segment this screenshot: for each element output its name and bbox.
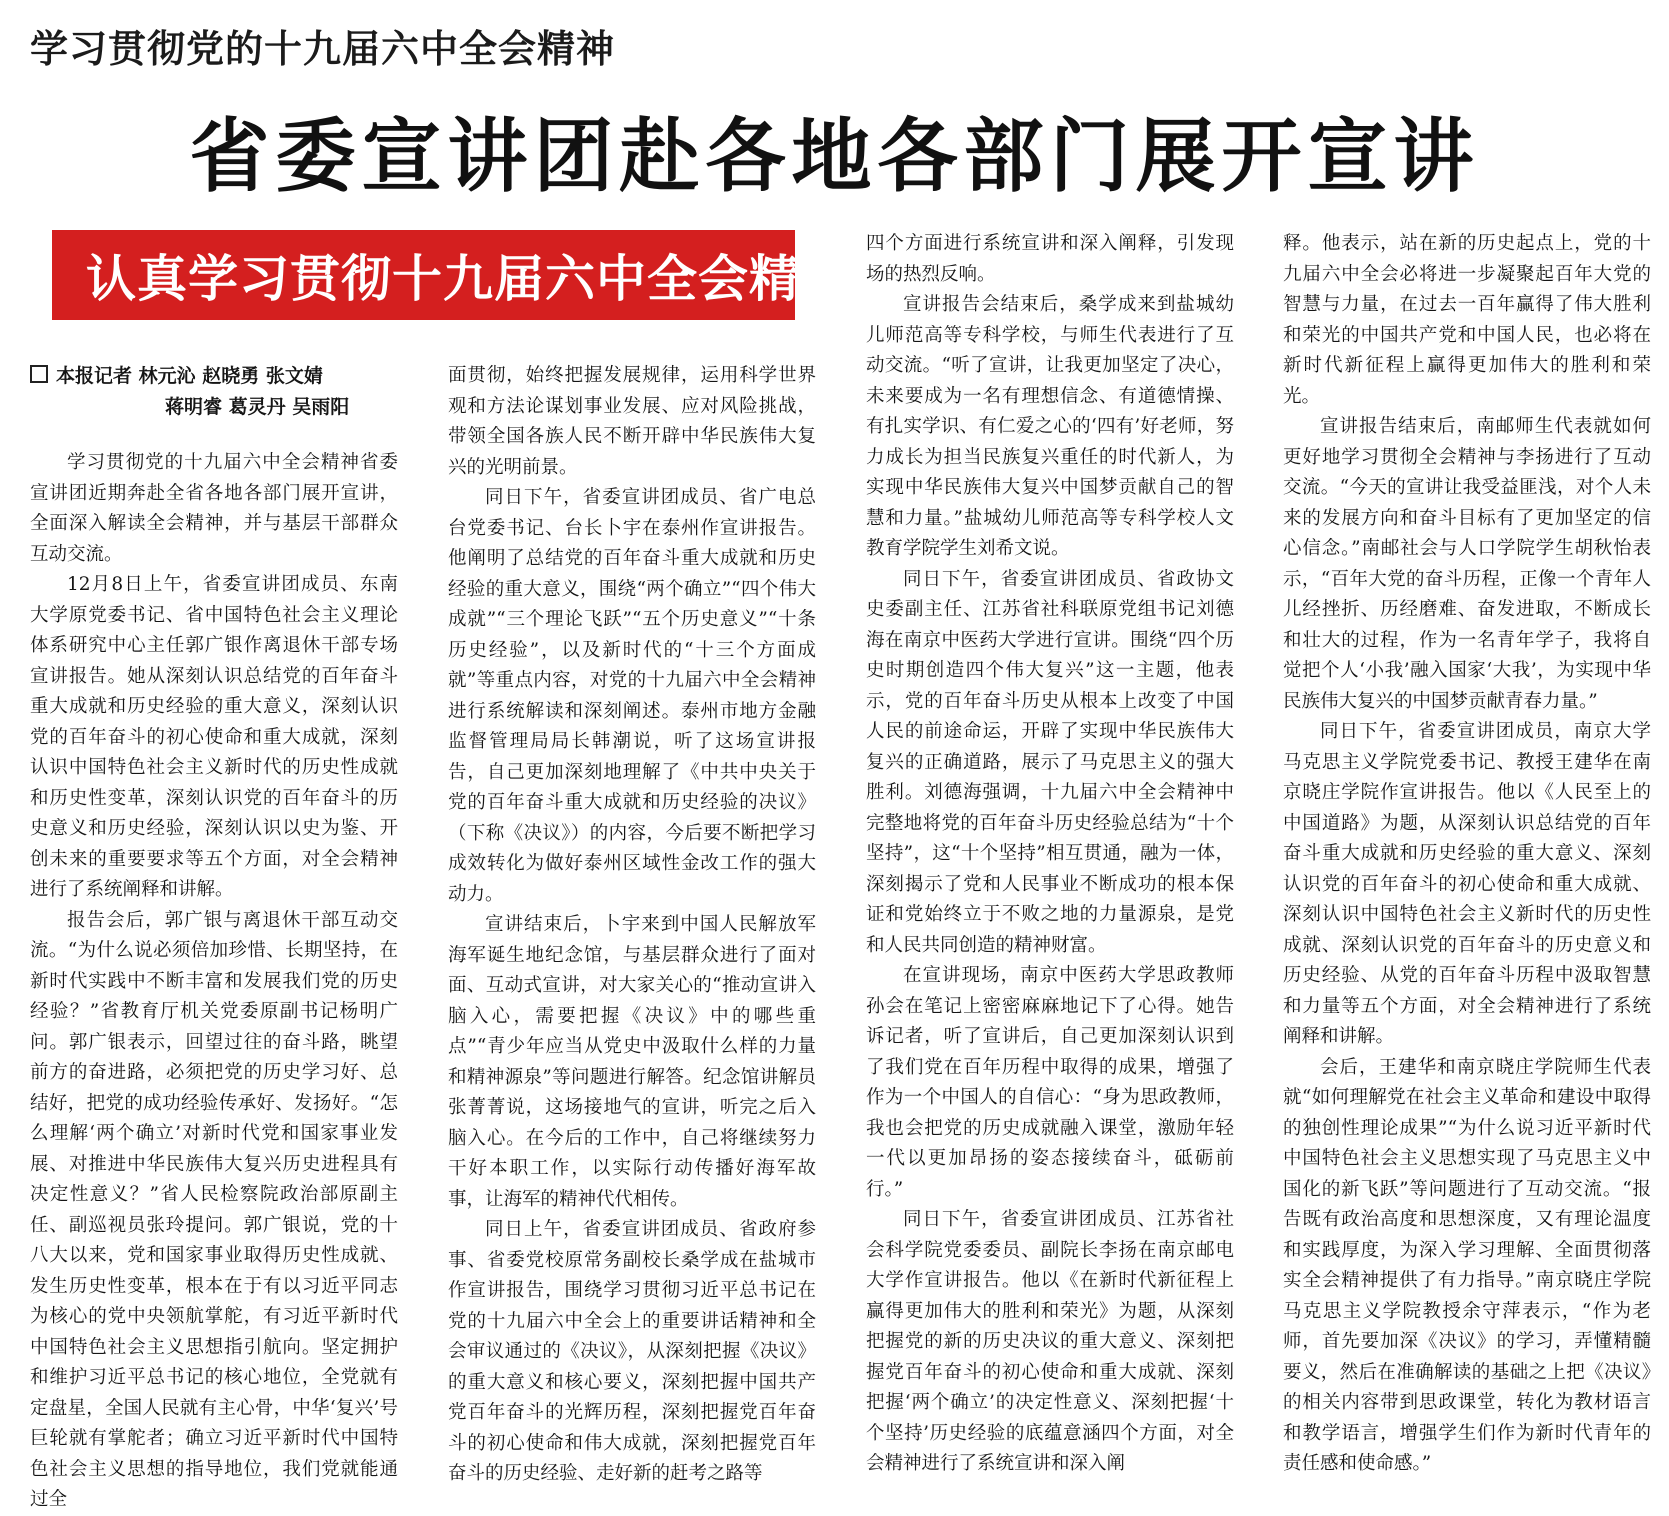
byline-line-2: 蒋明睿 葛灵丹 吴雨阳 [165, 396, 350, 418]
paragraph: 同日下午，省委宣讲团成员，南京大学马克思主义学院党委书记、教授王建华在南京晓庄学院作宣讲报告。他以《人民至上的中国道路》为题，从深刻认识总结党的百年奋斗重大成就和历史经验的重大意义、深刻认识党的百年奋斗的初心使命和重大成就、深刻认识中国特色社会主义新时代的历史性成就、深刻认识党的百年奋斗的历史意义和历史经验、从党的百年奋斗历程中汲取智慧和力量等五个方面，对全会精神进行了系统阐释和讲解。 [1283, 721, 1651, 1047]
paragraph: 学习贯彻党的十九届六中全会精神省委宣讲团近期奔赴全省各地各部门展开宣讲，全面深入解读全会精神，并与基层干部群众互动交流。 [30, 452, 398, 565]
square-icon [30, 365, 48, 383]
article-column-1 [30, 448, 398, 1510]
article-column-2 [448, 361, 816, 1492]
byline-line-1: 本报记者 林元沁 赵晓勇 张文婧 [56, 365, 323, 387]
paragraph: 宣讲报告结束后，南邮师生代表就如何更好地学习贯彻全会精神与李扬进行了互动交流。“今天的宣讲让我受益匪浅，对个人未来的发展方向和奋斗目标有了更加坚定的信心信念。”南邮社会与人口学院学生胡秋怡表示，“百年大党的奋斗历程，正像一个青年人儿经挫折、历经磨难、奋发进取，不断成长和壮大的过程，作为一名青年学子，我将自觉把个人‘小我’融入国家‘大我’，为实现中华民族伟大复兴的中国梦贡献青春力量。” [1283, 416, 1651, 712]
kicker-title: 学习贯彻党的十九届六中全会精神 [30, 27, 616, 71]
paragraph: 同日下午，省委宣讲团成员、省政协文史委副主任、江苏省社科联原党组书记刘德海在南京中医药大学进行宣讲。围绕“四个历史时期创造四个伟大复兴”这一主题，他表示，党的百年奋斗历史从根本上改变了中国人民的前途命运，开辟了实现中华民族伟大复兴的正确道路，展示了马克思主义的强大胜利。刘德海强调，十九届六中全会精神中完整地将党的百年奋斗历史经验总结为“十个坚持”，这“十个坚持”相互贯通，融为一体，深刻揭示了党和人民事业不断成功的根本保证和党始终立于不败之地的力量源泉，是党和人民共同创造的精神财富。 [866, 568, 1234, 956]
headline: 省委宣讲团赴各地各部门展开宣讲 [189, 110, 1480, 203]
paragraph: 宣讲结束后，卜宇来到中国人民解放军海军诞生地纪念馆，与基层群众进行了面对面、互动式宣讲，对大家关心的“推动宣讲入脑入心，需要把握《决议》中的哪些重点”“青少年应当从党史中汲取什么样的力量和精神源泉”等问题进行解答。纪念馆讲解员张菁菁说，这场接地气的宣讲，听完之后入脑入心。在今后的工作中，自己将继续努力干好本职工作，以实际行动传播好海军故事，让海军的精神代代相传。 [448, 914, 816, 1210]
banner-text: 认真学习贯彻十九届六中全会精神 [86, 250, 851, 308]
paragraph: 面贯彻，始终把握发展规律，运用科学世界观和方法论谋划事业发展、应对风险挑战，带领全国各族人民不断开辟中华民族伟大复兴的光明前景。 [448, 365, 816, 478]
paragraph: 同日上午，省委宣讲团成员、省政府参事、省委党校原常务副校长桑学成在盐城市作宣讲报告，围绕学习贯彻习近平总书记在党的十九届六中全会上的重要讲话精神和全会审议通过的《决议》，从深刻把握《决议》的重大意义和核心要义，深刻把握中国共产党百年奋斗的光辉历程，深刻把握党百年奋斗的初心使命和伟大成就，深刻把握党百年奋斗的历史经验、走好新的赶考之路等 [448, 1219, 816, 1484]
paragraph: 同日下午，省委宣讲团成员、省广电总台党委书记、台长卜宇在泰州作宣讲报告。他阐明了总结党的百年奋斗重大成就和历史经验的重大意义，围绕“两个确立”“四个伟大成就”“三个理论飞跃”“五个历史意义”“十条历史经验”，以及新时代的“十三个方面成就”等重点内容，对党的十九届六中全会精神进行系统解读和深刻阐述。泰州市地方金融监督管理局局长韩潮说，听了这场宣讲报告，自己更加深刻地理解了《中共中央关于党的百年奋斗重大成就和历史经验的决议》（下称《决议》）的内容，今后要不断把学习成效转化为做好泰州区域性金改工作的强大动力。 [448, 487, 816, 905]
paragraph: 同日下午，省委宣讲团成员、江苏省社会科学院党委委员、副院长李扬在南京邮电大学作宣讲报告。他以《在新时代新征程上赢得更加伟大的胜利和荣光》为题，从深刻把握党的新的历史决议的重大意义、深刻把握党百年奋斗的初心使命和重大成就、深刻把握‘两个确立’的决定性意义、深刻把握‘十个坚持’历史经验的底蕴意涵四个方面，对全会精神进行了系统宣讲和深入阐 [866, 1209, 1234, 1474]
paragraph: 报告会后，郭广银与离退休干部互动交流。“为什么说必须倍加珍惜、长期坚持，在新时代实践中不断丰富和发展我们党的历史经验？”省教育厅机关党委原副书记杨明广问。郭广银表示，回望过往的奋斗路，眺望前方的奋进路，必须把党的历史学习好、总结好，把党的成功经验传承好、发扬好。“怎么理解‘两个确立’对新时代党和国家事业发展、对推进中华民族伟大复兴历史进程具有决定性意义？”省人民检察院政治部原副主任、副巡视员张玲提问。郭广银说，党的十八大以来，党和国家事业取得历史性成就、发生历史性变革，根本在于有以习近平同志为核心的党中央领航掌舵，有习近平新时代中国特色社会主义思想指引航向。坚定拥护和维护习近平总书记的核心地位，全党就有定盘星，全国人民就有主心骨，中华‘复兴’号巨轮就有掌舵者；确立习近平新时代中国特色社会主义思想的指导地位，我们党就能通过全 [30, 909, 398, 1510]
article-column-3 [866, 229, 1234, 1492]
paragraph: 四个方面进行系统宣讲和深入阐释，引发现场的热烈反响。 [866, 233, 1234, 285]
paragraph: 12月8日上午，省委宣讲团成员、东南大学原党委书记、省中国特色社会主义理论体系研究中心主任郭广银作离退休干部专场宣讲报告。她从深刻认识总结党的百年奋斗重大成就和历史经验的重大意义，深刻认识党的百年奋斗的初心使命和重大成就，深刻认识中国特色社会主义新时代的历史性成就和历史性变革，深刻认识党的百年奋斗的历史意义和历史经验，深刻认识以史为鉴、开创未来的重要要求等五个方面，对全会精神进行了系统阐释和讲解。 [30, 574, 398, 900]
paragraph: 在宣讲现场，南京中医药大学思政教师孙会在笔记上密密麻麻地记下了心得。她告诉记者，听了宣讲后，自己更加深刻认识到了我们党在百年历程中取得的成果，增强了作为一个中国人的自信心：“身为思政教师，我也会把党的历史成就融入课堂，激励年轻一代以更加昂扬的姿态接续奋斗，砥砺前行。” [866, 965, 1234, 1200]
paragraph: 宣讲报告会结束后，桑学成来到盐城幼儿师范高等专科学校，与师生代表进行了互动交流。“听了宣讲，让我更加坚定了决心，未来要成为一名有理想信念、有道德情操、有扎实学识、有仁爱之心的‘四有’好老师，努力成长为担当民族复兴重任的时代新人，为实现中华民族伟大复兴中国梦贡献自己的智慧和力量。”盐城幼儿师范高等专科学校人文教育学院学生刘希文说。 [866, 294, 1234, 559]
article-column-4 [1283, 229, 1651, 1492]
paragraph: 会后，王建华和南京晓庄学院师生代表就“如何理解党在社会主义革命和建设中取得的独创性理论成果”“为什么说习近平新时代中国特色社会主义思想实现了马克思主义中国化的新飞跃”等问题进行了互动交流。“报告既有政治高度和思想深度，又有理论温度和实践厚度，为深入学习理解、全面贯彻落实全会精神提供了有力指导。”南京晓庄学院马克思主义学院教授余守萍表示，“作为老师，首先要加深《决议》的学习，弄懂精髓要义，然后在准确解读的基础之上把《决议》的相关内容带到思政课堂，转化为教材语言和教学语言，增强学生们作为新时代青年的责任感和使命感。” [1283, 1056, 1651, 1474]
paragraph: 释。他表示，站在新的历史起点上，党的十九届六中全会必将进一步凝聚起百年大党的智慧与力量，在过去一百年赢得了伟大胜利和荣光的中国共产党和中国人民，也必将在新时代新征程上赢得更加伟大的胜利和荣光。 [1283, 233, 1651, 407]
section-banner [52, 230, 851, 320]
byline [30, 361, 398, 423]
